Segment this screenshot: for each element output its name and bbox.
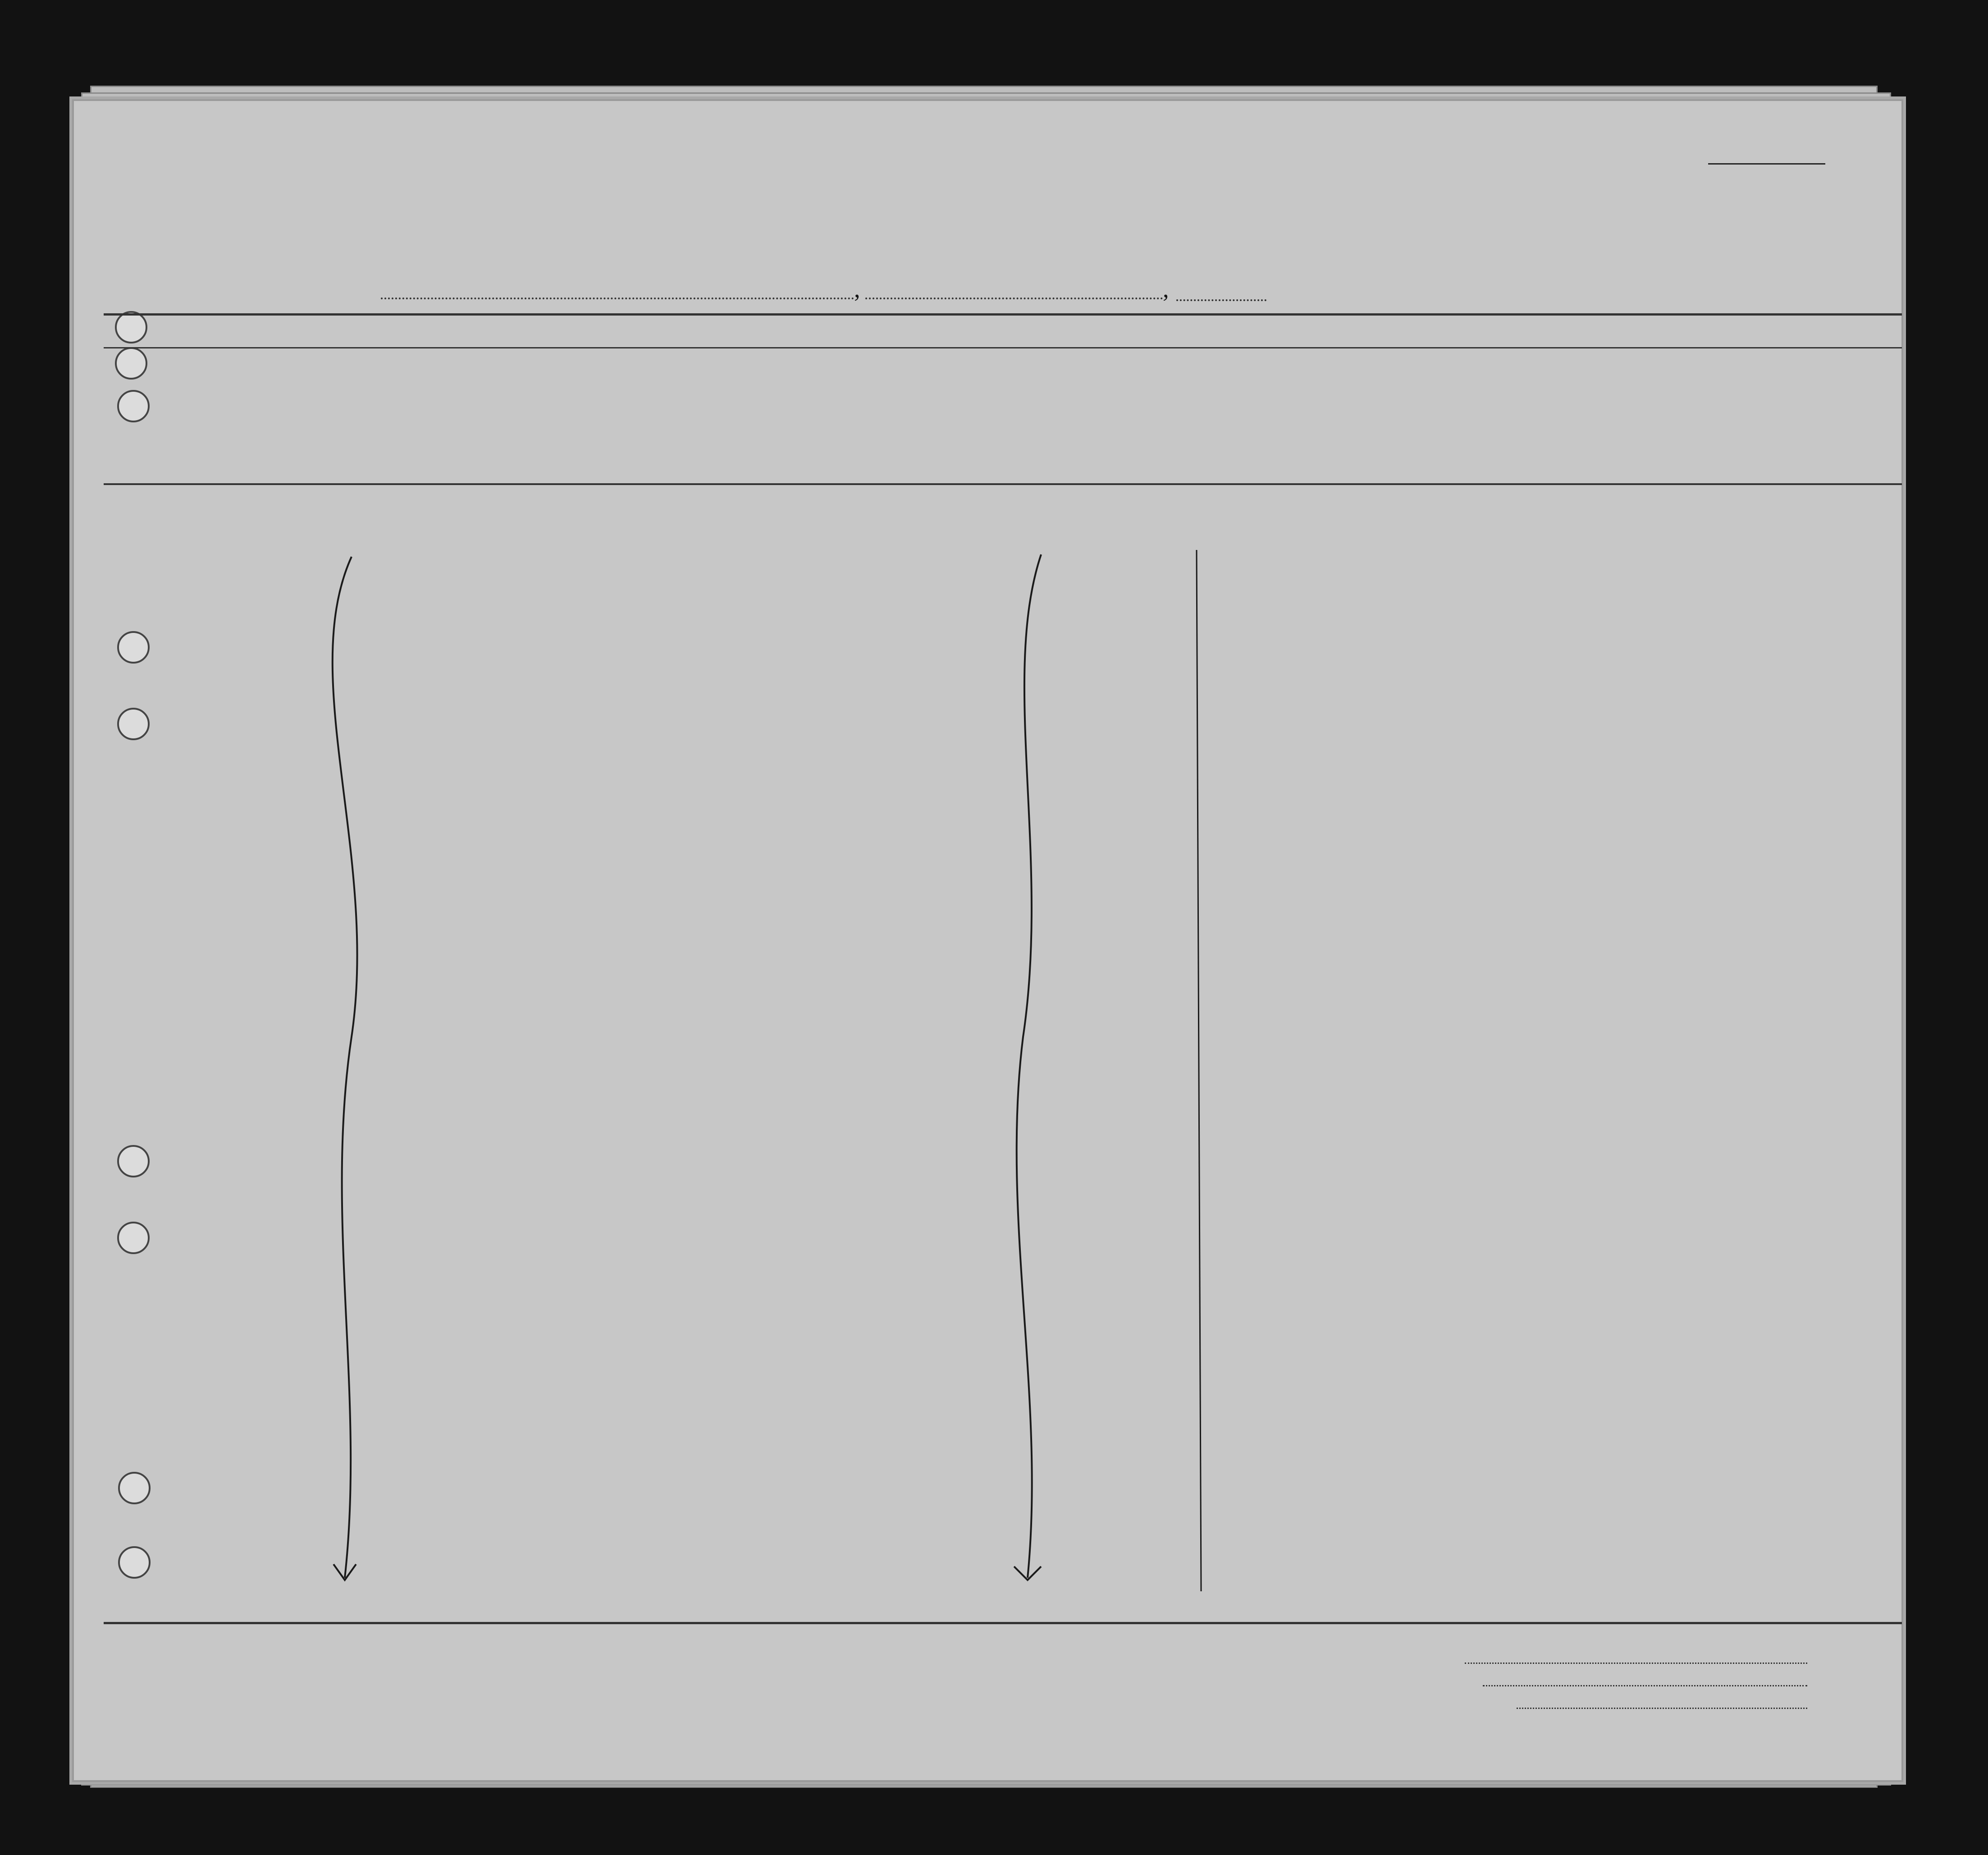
agents-dotted-line: [1517, 1708, 1807, 1709]
header-c30: [1424, 356, 1440, 478]
header-c24-b: [1176, 381, 1197, 478]
header-c28: [1339, 356, 1375, 478]
header-c31: [1448, 356, 1464, 478]
owners-dotted-line: [1483, 1685, 1807, 1686]
punch-hole: [118, 1546, 151, 1579]
punch-hole: [118, 1472, 151, 1504]
header-c25: [1253, 356, 1284, 478]
header-c19: [601, 356, 624, 478]
header-bottom-rule: [104, 483, 1902, 485]
header-c27: [1315, 356, 1333, 478]
list-number-line: [1708, 163, 1825, 165]
table-top-rule: [104, 313, 1902, 316]
column-number-rule: [104, 347, 1902, 348]
manifest-sheet: [72, 99, 1903, 1782]
punch-hole: [117, 708, 150, 740]
punch-hole: [117, 1222, 150, 1254]
punch-hole: [115, 311, 147, 344]
punch-hole: [117, 1145, 150, 1177]
header-c34-feet: [1582, 446, 1600, 476]
punch-hole: [115, 347, 147, 380]
port-dotted-line: [381, 298, 854, 299]
header-c24-a: [1146, 381, 1173, 478]
header-c24-c: [1222, 381, 1246, 478]
year-dotted-line: [1176, 299, 1266, 301]
table-bottom-rule: [104, 1622, 1902, 1624]
date-comma: ,: [854, 275, 860, 302]
year-comma: ,: [1163, 275, 1169, 302]
date-dotted-line: [865, 298, 1163, 299]
punch-hole: [117, 631, 150, 664]
header-c29: [1384, 356, 1415, 478]
line-dotted-line: [1465, 1663, 1807, 1664]
header-c21: [719, 356, 742, 478]
header-c34-inches: [1605, 440, 1623, 478]
punch-hole: [117, 390, 150, 422]
header-c26: [1293, 356, 1311, 478]
